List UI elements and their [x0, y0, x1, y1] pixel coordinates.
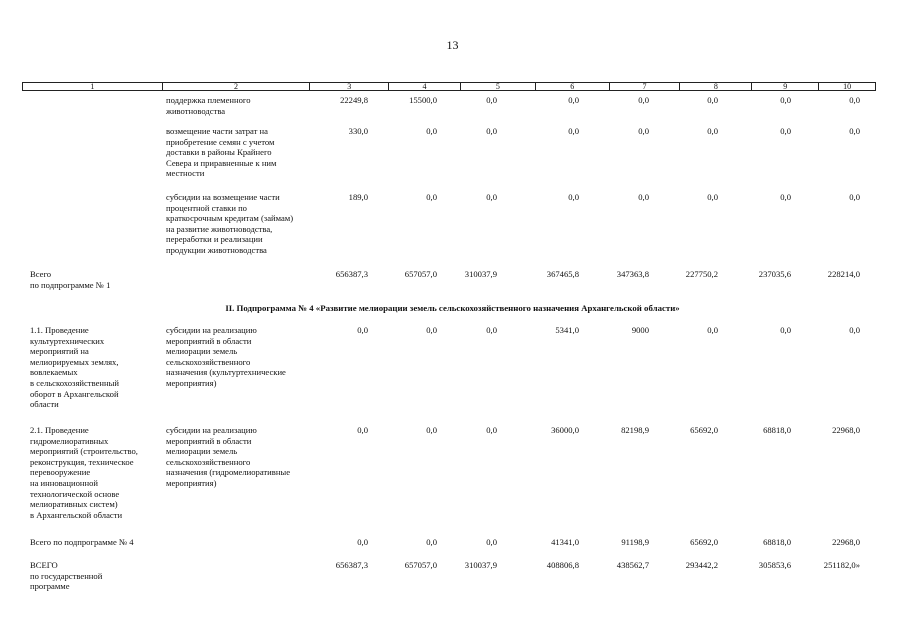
col-header-9: 9 [751, 83, 818, 90]
row-3-col-6: 0,0 [568, 192, 579, 202]
row-1-col-9: 0,0 [780, 95, 791, 105]
row-7-col-4: 0,0 [426, 537, 437, 547]
row-2-description: возмещение части затрат на приобретение семян с учетом доставки в районы Крайнего Севера и приравненные к ним местности [166, 126, 277, 179]
row-2-col-10: 0,0 [849, 126, 860, 136]
row-2-col-6: 0,0 [568, 126, 579, 136]
row-1-col-7: 0,0 [638, 95, 649, 105]
row-5-col-6: 5341,0 [555, 325, 579, 335]
row-1-description: поддержка племенного животноводства [166, 95, 251, 116]
col-header-1: 1 [90, 82, 95, 91]
row-7-col-10: 22968,0 [832, 537, 860, 547]
row-5-col-3: 0,0 [357, 325, 368, 335]
row-3-col-3: 189,0 [348, 192, 368, 202]
col-header-4: 4 [388, 83, 460, 90]
subprogram-1-total-label: Всего по подпрограмме № 1 [30, 269, 111, 290]
row-7-col-7: 91198,9 [621, 537, 649, 547]
row-3-col-10: 0,0 [849, 192, 860, 202]
row-6-col-8: 65692,0 [690, 425, 718, 435]
row-6-col-6: 36000,0 [551, 425, 579, 435]
col-header-8: 8 [679, 83, 751, 90]
row-4-col-10: 228214,0 [827, 269, 860, 279]
row-3-col-7: 0,0 [638, 192, 649, 202]
col-header-10: 10 [818, 83, 875, 90]
row-2-col-9: 0,0 [780, 126, 791, 136]
program-total-label: ВСЕГО по государственной программе [30, 560, 103, 592]
row-3-col-5: 0,0 [486, 192, 497, 202]
col-header-7: 7 [609, 83, 680, 90]
row-2-col-5: 0,0 [486, 126, 497, 136]
row-4-col-9: 237035,6 [758, 269, 791, 279]
row-7-col-5: 0,0 [486, 537, 497, 547]
row-8-col-4: 657057,0 [404, 560, 437, 570]
row-4-col-8: 227750,2 [685, 269, 718, 279]
row-8-col-3: 656387,3 [335, 560, 368, 570]
row-7-col-8: 65692,0 [690, 537, 718, 547]
row-5-col-5: 0,0 [486, 325, 497, 335]
row-8-col-10: 251182,0» [823, 560, 860, 570]
row-6-description: субсидии на реализацию мероприятий в области мелиорации земель сельскохозяйственного назначения (гидромелиоративные мероприятия) [166, 425, 291, 488]
col-header-6: 6 [535, 83, 609, 90]
row-4-col-6: 367465,8 [546, 269, 579, 279]
row-4-col-5: 310037,9 [464, 269, 497, 279]
row-4-col-4: 657057,0 [404, 269, 437, 279]
row-4-col-7: 347363,8 [616, 269, 649, 279]
col-header-5: 5 [460, 83, 535, 90]
row-8-col-5: 310037,9 [464, 560, 497, 570]
row-3-col-9: 0,0 [780, 192, 791, 202]
row-3-col-4: 0,0 [426, 192, 437, 202]
row-1-col-6: 0,0 [568, 95, 579, 105]
row-8-col-6: 408806,8 [546, 560, 579, 570]
row-4-col-3: 656387,3 [335, 269, 368, 279]
row-8-col-9: 305853,6 [758, 560, 791, 570]
row-2-col-7: 0,0 [638, 126, 649, 136]
row-3-description: субсидии на возмещение части процентной ставки по краткосрочным кредитам (займам) на развитие животноводства, переработки и реализации продукции животноводства [166, 192, 294, 255]
row-5-description: субсидии на реализацию мероприятий в области мелиорации земель сельскохозяйственного назначения (культуртехнические мероприятия) [166, 325, 286, 388]
row-1-col-5: 0,0 [486, 95, 497, 105]
row-6-col-3: 0,0 [357, 425, 368, 435]
row-7-col-3: 0,0 [357, 537, 368, 547]
row-5-col-7: 9000 [631, 325, 649, 335]
row-2-col-3: 330,0 [348, 126, 368, 136]
table-header [22, 82, 876, 91]
row-6-activity: 2.1. Проведение гидромелиоративных мероприятий (строительство, реконструкция, техническое перевооружение на инновационной технологической основе мелиоративных систем) в Архангельской области [30, 425, 138, 520]
row-2-col-4: 0,0 [426, 126, 437, 136]
row-5-col-8: 0,0 [707, 325, 718, 335]
row-2-col-8: 0,0 [707, 126, 718, 136]
col-header-3: 3 [309, 83, 388, 90]
row-8-col-7: 438562,7 [616, 560, 649, 570]
row-5-col-10: 0,0 [849, 325, 860, 335]
row-1-col-10: 0,0 [849, 95, 860, 105]
section-title: II. Подпрограмма № 4 «Развитие мелиорации земель сельскохозяйственного назначения Архангельской области» [225, 303, 680, 313]
subprogram-4-total-label: Всего по подпрограмме № 4 [30, 537, 134, 547]
row-5-activity: 1.1. Проведение культуртехнических мероприятий на мелиорируемых землях, вовлекаемых в сельскохозяйственный оборот в Архангельской области [30, 325, 119, 410]
row-6-col-9: 68818,0 [763, 425, 791, 435]
row-6-col-4: 0,0 [426, 425, 437, 435]
col-header-2: 2 [162, 83, 310, 90]
row-7-col-6: 41341,0 [551, 537, 579, 547]
row-1-col-3: 22249,8 [340, 95, 368, 105]
row-3-col-8: 0,0 [707, 192, 718, 202]
row-8-col-8: 293442,2 [685, 560, 718, 570]
row-1-col-4: 15500,0 [409, 95, 437, 105]
row-7-col-9: 68818,0 [763, 537, 791, 547]
row-6-col-10: 22968,0 [832, 425, 860, 435]
row-6-col-5: 0,0 [486, 425, 497, 435]
row-5-col-9: 0,0 [780, 325, 791, 335]
row-5-col-4: 0,0 [426, 325, 437, 335]
page-number: 13 [446, 38, 459, 52]
row-6-col-7: 82198,9 [621, 425, 649, 435]
row-1-col-8: 0,0 [707, 95, 718, 105]
